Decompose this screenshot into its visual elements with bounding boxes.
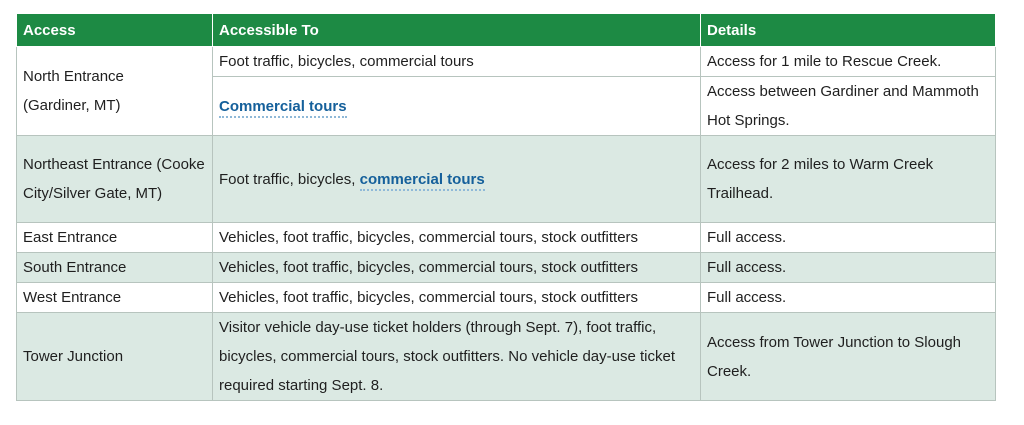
table-row [17,313,996,401]
details-cell: Access for 2 miles to Warm Creek Trailhead. [701,136,996,223]
header-accessible-to: Accessible To [213,14,701,47]
access-cell: Northeast Entrance (Cooke City/Silver Gate, MT) [17,136,213,223]
details-cell: Full access. [701,283,996,313]
accessible-cell: Vehicles, foot traffic, bicycles, commercial tours, stock outfitters [213,223,701,253]
commercial-tours-link[interactable]: Commercial tours [219,98,347,118]
table-row [17,253,996,283]
details-cell: Access from Tower Junction to Slough Creek. [701,313,996,401]
accessible-cell: Foot traffic, bicycles, commercial tours [213,47,701,77]
access-cell: Tower Junction [17,313,213,401]
accessible-cell: Visitor vehicle day-use ticket holders (through Sept. 7), foot traffic, bicycles, commercial tours, stock outfitters. No vehicle day-use ticket required starting Sept. 8. [213,313,701,401]
details-cell: Full access. [701,253,996,283]
access-north-entrance: North Entrance (Gardiner, MT) [23,68,124,114]
accessible-cell [213,136,701,223]
table-row [17,136,996,223]
header-details: Details [701,14,996,47]
header-access: Access [17,14,213,47]
access-cell: South Entrance [17,253,213,283]
accessible-cell [213,77,701,136]
access-cell: West Entrance [17,283,213,313]
commercial-tours-link[interactable]: commercial tours [360,171,485,191]
accessible-cell: Vehicles, foot traffic, bicycles, commercial tours, stock outfitters [213,283,701,313]
table-row [17,47,996,77]
table-row [17,223,996,253]
access-cell: East Entrance [17,223,213,253]
access-table [16,13,996,401]
details-cell: Access for 1 mile to Rescue Creek. [701,47,996,77]
header-row [17,14,996,47]
details-cell: Access between Gardiner and Mammoth Hot Springs. [701,77,996,136]
accessible-cell: Vehicles, foot traffic, bicycles, commercial tours, stock outfitters [213,253,701,283]
access-cell-north-entrance [17,47,213,136]
details-cell: Full access. [701,223,996,253]
accessible-text: Foot traffic, bicycles, [219,170,360,188]
table-row [17,283,996,313]
